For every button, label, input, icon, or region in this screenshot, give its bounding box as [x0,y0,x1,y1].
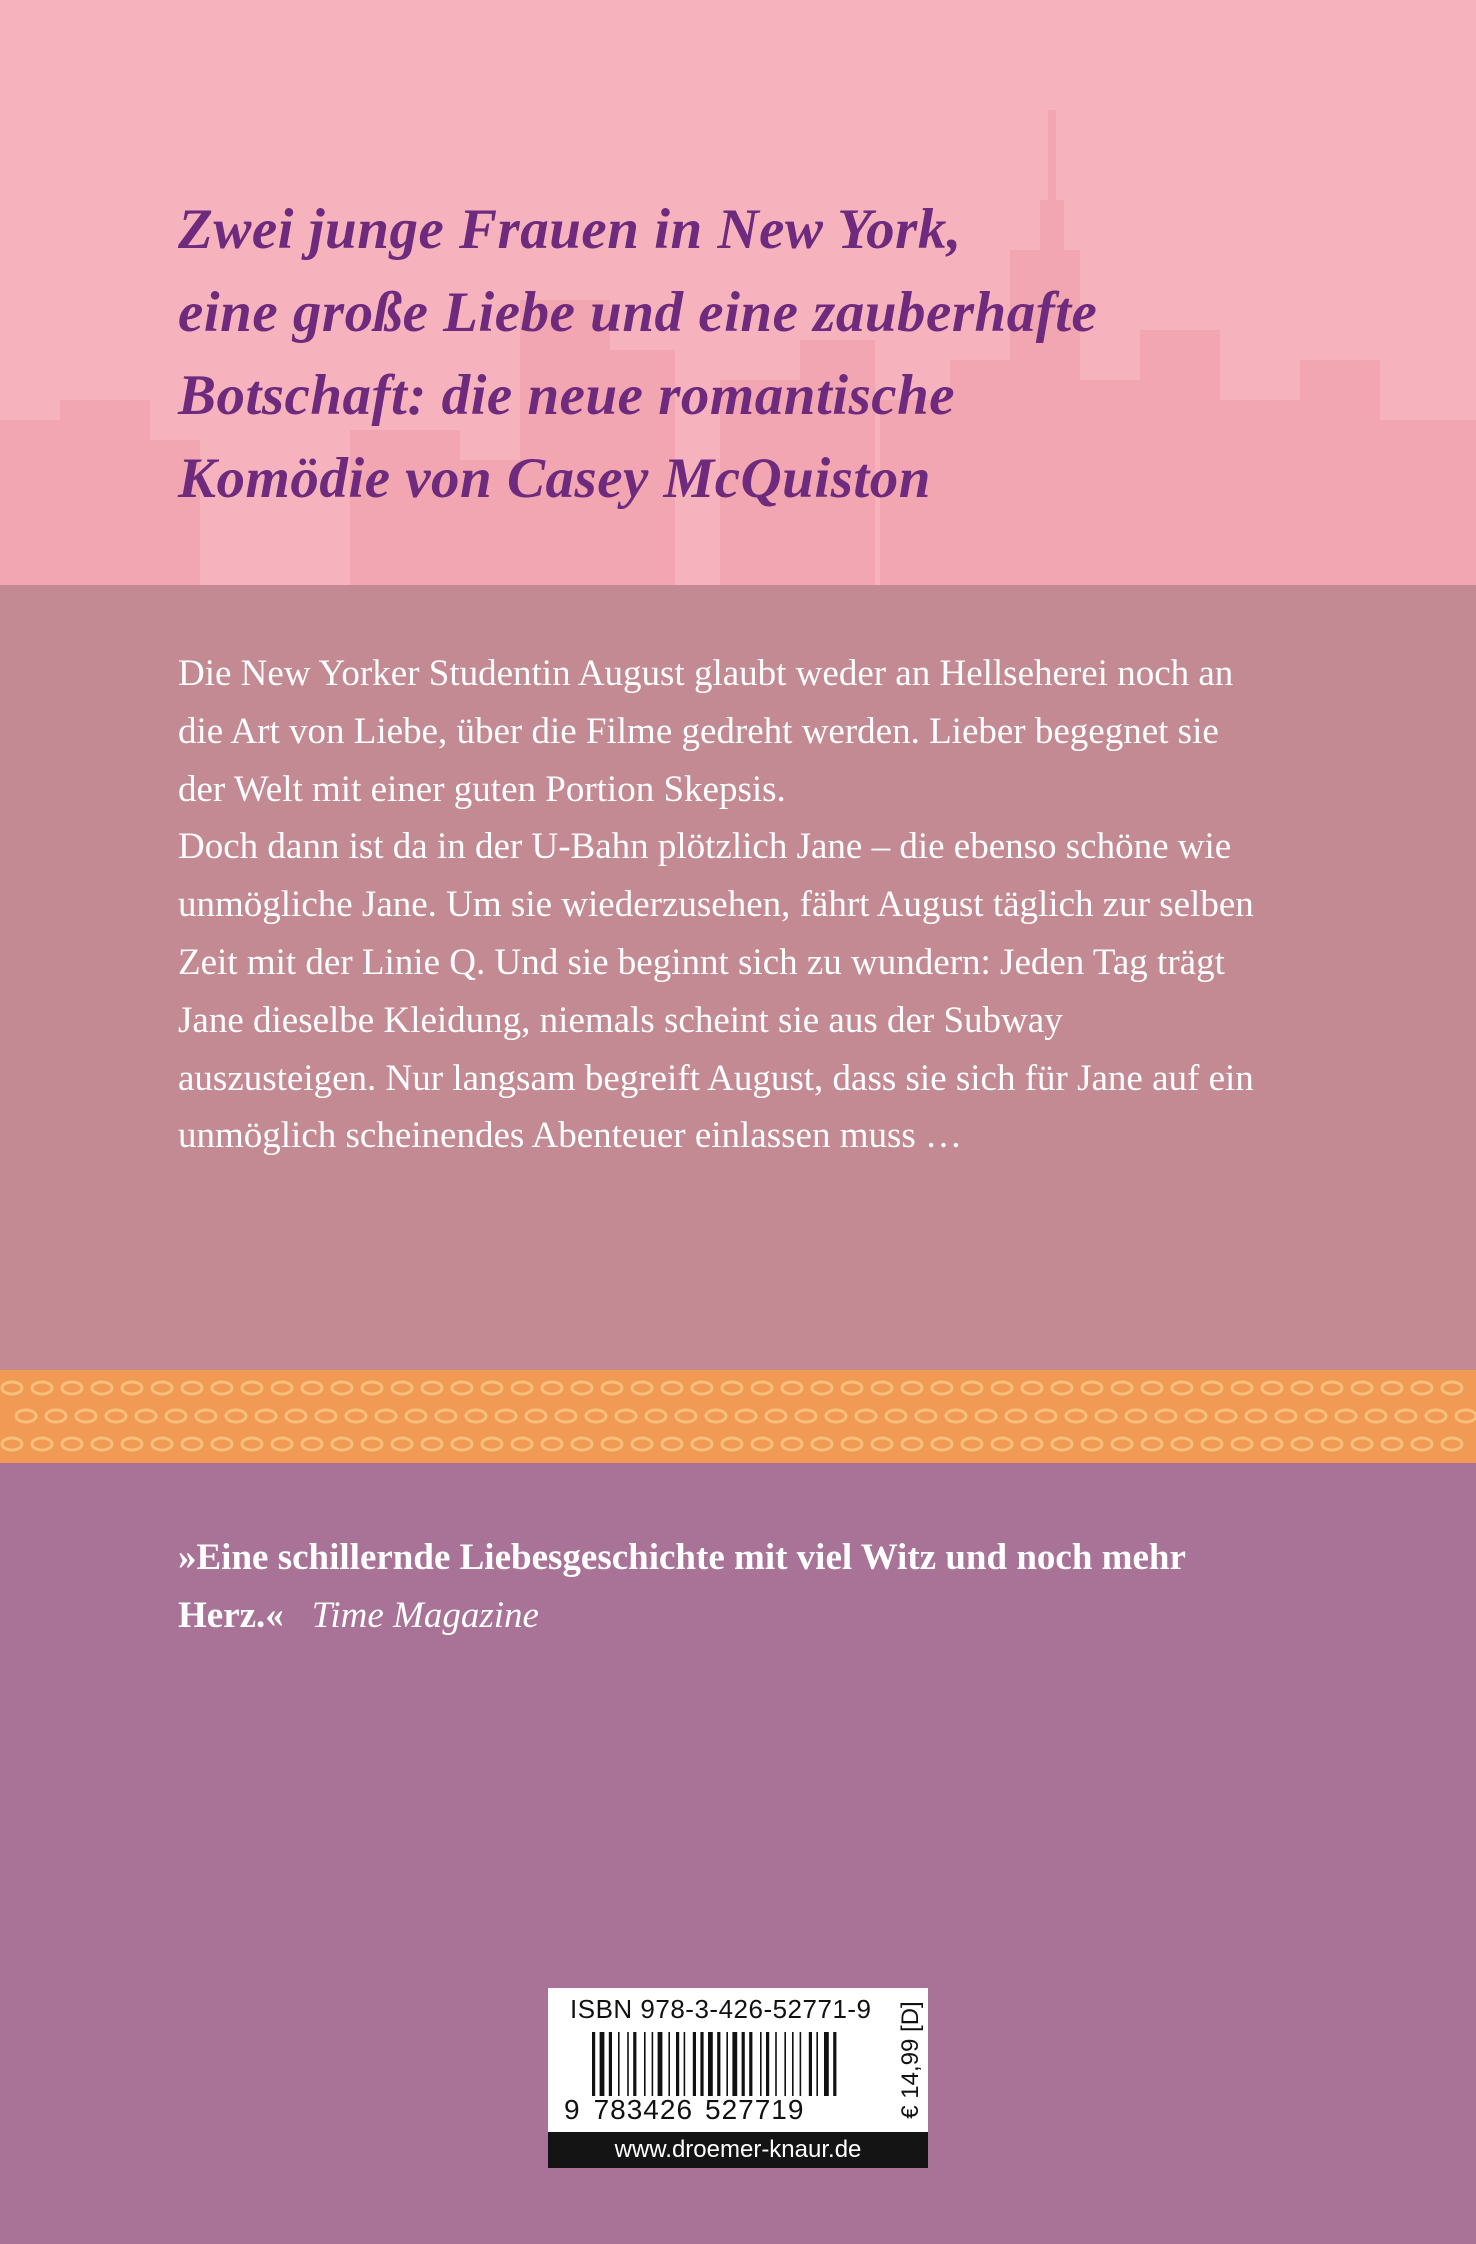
review-quote [178,1529,1358,1645]
blurb-paragraph-2: Doch dann ist da in der U-Bahn plötzlich Jane – die ebenso schöne wie unmögliche Jane. Um sie wiederzusehen, fährt August täglich zur selben Zeit mit der Linie Q. Und sie beginnt sich zu wundern: Jeden Tag trägt Jane dieselbe Kleidung, niemals scheint sie aus der Subway auszusteigen. Nur langsam begreift August, dass sie sich für Jane auf ein unmöglich scheinendes Abenteuer einlassen muss … [178,826,1254,1157]
headline: Zwei junge Frauen in New York, eine große Liebe und eine zauberhafte Botschaft: die neue romantische Komödie von Casey McQuiston [178,198,1098,510]
review-quote-text: »Eine schillernde Liebesgeschichte mit viel Witz und noch mehr Herz.« [178,1537,1186,1636]
isbn-number: ISBN 978-3-426-52771-9 [570,1994,872,2024]
barcode-digit-lead: 9 [564,2094,580,2125]
dot-pattern-graphic [0,1370,1476,1463]
publisher-url: www.droemer-knaur.de [548,2132,928,2168]
blurb-paragraph-1: Die New Yorker Studentin August glaubt weder an Hellseherei noch an die Art von Liebe, über die Filme gedreht werden. Lieber begegnet sie der Welt mit einer guten Portion Skepsis. [178,653,1234,810]
price-text: € 14,99 [D] [897,2001,924,2119]
review-source: Time Magazine [311,1595,539,1636]
barcode-label [548,1988,928,2132]
book-blurb [178,645,1258,1165]
barcode-digit-group-1: 783426 [593,2094,694,2125]
barcode-icon [592,2032,872,2096]
price-label [894,1996,928,2124]
barcode-digits [564,2094,816,2126]
barcode-digit-group-2: 527719 [705,2094,805,2125]
description-band [0,585,1476,1370]
top-band [0,0,1476,585]
decorative-pattern-band [0,1370,1476,1463]
